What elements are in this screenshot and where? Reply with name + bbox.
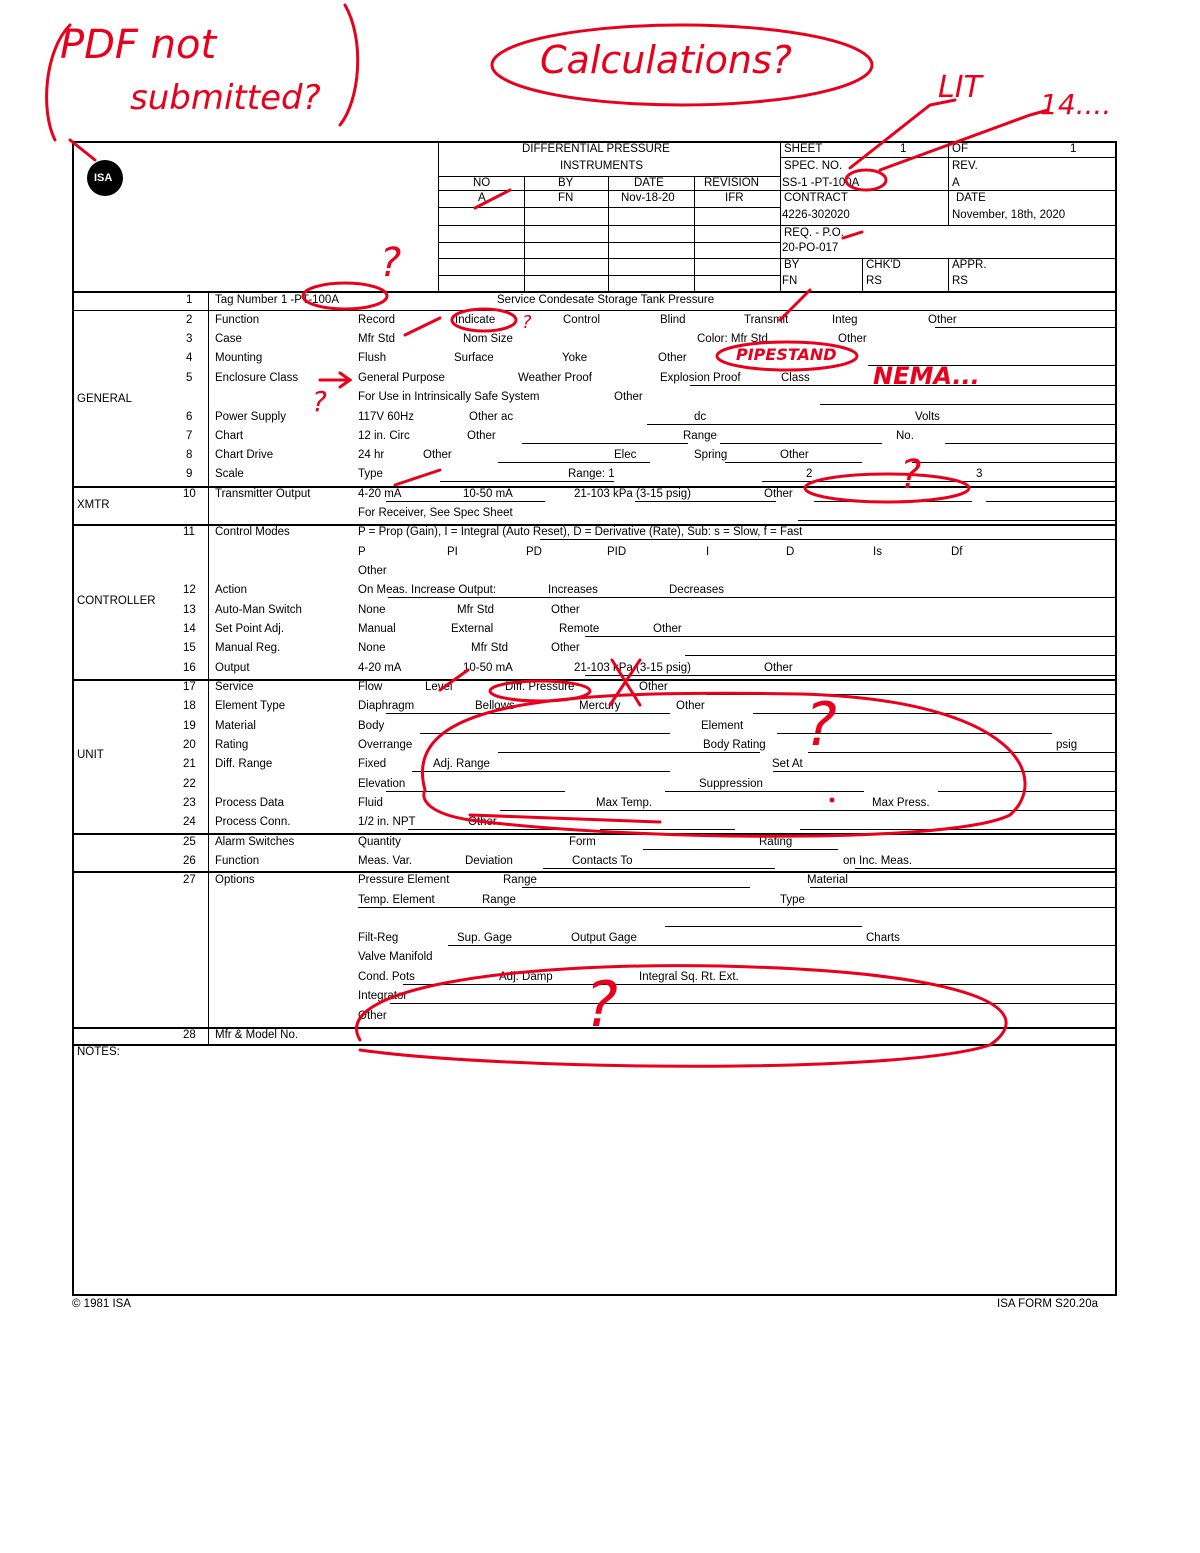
line-label: Service (215, 681, 254, 693)
sheet-value: 1 (900, 143, 907, 155)
markup-question-tag: ? (380, 240, 402, 286)
line-number: 23 (183, 797, 196, 809)
field-label: Color: Mfr Std (697, 333, 768, 345)
field-label: Decreases (669, 584, 724, 596)
line-label: Process Data (215, 797, 285, 809)
field-label: PD (526, 546, 542, 558)
field-label: Tag Number 1 -PT-100A (215, 294, 340, 306)
field-label: P (358, 546, 366, 558)
markup-submitted: submitted? (130, 78, 321, 118)
rev-col-revision: REVISION (704, 177, 759, 189)
line-number: 25 (183, 836, 196, 848)
field-label: Cond. Pots (358, 971, 415, 983)
field-label: psig (1056, 739, 1078, 751)
rev-col-by: BY (558, 177, 574, 189)
field-label: Spring (694, 449, 728, 461)
chkd-value: RS (866, 275, 882, 287)
line-number: 6 (186, 411, 193, 423)
line-number: 4 (186, 352, 193, 364)
field-label: Type (358, 468, 383, 480)
field-label: 2 (806, 468, 813, 480)
rev-col-no: NO (473, 177, 491, 189)
markup-underline-process (470, 815, 660, 822)
markup-tick-req (843, 232, 862, 238)
footer-form-number: ISA FORM S20.20a (997, 1298, 1098, 1310)
field-label: Meas. Var. (358, 855, 413, 867)
field-label: 24 hr (358, 449, 385, 461)
field-label: 4-20 mA (358, 662, 402, 674)
section-notes: NOTES: (77, 1046, 120, 1058)
markup-tick-record (405, 318, 440, 335)
line-number: 17 (183, 681, 196, 693)
line-label: Rating (215, 739, 249, 751)
markup-question-scale: ? (900, 452, 922, 498)
field-label: Blind (660, 314, 686, 326)
field-label: P = Prop (Gain), I = Integral (Auto Reset), D = Derivative (Rate), Sub: s = Slow, f = Fast (358, 526, 803, 538)
field-label: Elec (614, 449, 637, 461)
field-label: Range (482, 894, 516, 906)
rev-label: REV. (952, 160, 978, 172)
field-label: Other (764, 488, 793, 500)
line-label: Diff. Range (215, 758, 273, 770)
form-subtitle: INSTRUMENTS (560, 160, 644, 172)
markup-circle-tag (303, 283, 387, 309)
spec-label: SPEC. NO. (784, 160, 843, 172)
field-label: Diff. Pressure (505, 681, 575, 693)
rev-date-value: Nov-18-20 (621, 192, 675, 204)
markup-tick-level (440, 670, 468, 690)
field-label: 3 (976, 468, 983, 480)
markup-14: 14.... (1040, 88, 1112, 121)
markup-arrow-lit (850, 100, 955, 168)
field-label: Type (780, 894, 805, 906)
line-label: Chart Drive (215, 449, 274, 461)
markup-circle-other-output (805, 474, 969, 502)
field-label: Is (873, 546, 882, 558)
field-label: Increases (548, 584, 598, 596)
markup-circle-indicate (452, 309, 516, 331)
field-label: Deviation (465, 855, 513, 867)
line-label: Process Conn. (215, 816, 291, 828)
field-label: Element (701, 720, 744, 732)
markup-arrow-transmit (780, 290, 810, 320)
field-label: Flow (358, 681, 383, 693)
spec-value: SS-1 -PT-100A (782, 177, 860, 189)
field-label: Integ (832, 314, 858, 326)
line-label: Case (215, 333, 242, 345)
field-label: Yoke (562, 352, 588, 364)
field-label: Diaphragm (358, 700, 415, 712)
markup-circle-spec (846, 170, 886, 190)
field-label: None (358, 642, 386, 654)
field-label: Mfr Std (358, 333, 396, 345)
rev-revision-value: IFR (725, 192, 744, 204)
field-label: Charts (866, 932, 900, 944)
rev-by-value: FN (558, 192, 574, 204)
field-label: Other ac (469, 411, 514, 423)
field-label: Integrator (358, 990, 408, 1002)
field-label: Set At (772, 758, 803, 770)
form-title: DIFFERENTIAL PRESSURE (522, 143, 670, 155)
line-label: Scale (215, 468, 244, 480)
markup-tick-rev (475, 190, 510, 208)
field-label: Range (503, 874, 537, 886)
line-number: 21 (183, 758, 196, 770)
field-label: 21-103 kPa (3-15 psig) (574, 488, 691, 500)
line-label: Manual Reg. (215, 642, 281, 654)
markup-question-unit: ? (805, 690, 837, 760)
field-label: Quantity (358, 836, 401, 848)
line-number: 24 (183, 816, 196, 828)
line-number: 12 (183, 584, 196, 596)
markup-pdf-not: PDF not (60, 22, 217, 68)
line-label: Material (215, 720, 256, 732)
field-label: Surface (454, 352, 494, 364)
field-label: D (786, 546, 795, 558)
field-label: Mfr Std (471, 642, 509, 654)
field-label: Mercury (579, 700, 621, 712)
field-label: Other (358, 565, 387, 577)
field-label: None (358, 604, 386, 616)
field-label: Other (639, 681, 668, 693)
line-number: 14 (183, 623, 196, 635)
line-number: 2 (186, 314, 193, 326)
date-label: DATE (956, 192, 986, 204)
line-number: 10 (183, 488, 196, 500)
field-label: Transmit (744, 314, 789, 326)
field-label: Material (807, 874, 848, 886)
line-number: 8 (186, 449, 193, 461)
field-label: Nom Size (463, 333, 513, 345)
line-number: 11 (183, 526, 195, 538)
line-number: 20 (183, 739, 196, 751)
field-label: Other (551, 604, 580, 616)
field-label: Control (563, 314, 601, 326)
field-label: Other (423, 449, 452, 461)
markup-arrow-logo (70, 140, 95, 160)
line-label: Options (215, 874, 255, 886)
field-label: Range (683, 430, 717, 442)
field-label: dc (694, 411, 707, 423)
markup-nema: NEMA... (873, 362, 980, 390)
line-number: 13 (183, 604, 196, 616)
field-label: Fixed (358, 758, 387, 770)
chkd-label: CHK'D (866, 259, 901, 271)
field-label: Class (781, 372, 810, 384)
line-number: 16 (183, 662, 196, 674)
section-general: GENERAL (77, 393, 132, 405)
markup-question-enclosure: ? (312, 385, 327, 418)
line-label: Action (215, 584, 247, 596)
field-label: Volts (915, 411, 940, 423)
line-number: 5 (186, 372, 193, 384)
markup-pipestand: PIPESTAND (736, 345, 837, 364)
markup-question-indicate: ? (522, 312, 532, 333)
field-label: 4-20 mA (358, 488, 402, 500)
field-label: General Purpose (358, 372, 445, 384)
line-number: 19 (183, 720, 196, 732)
footer-copyright: © 1981 ISA (72, 1298, 131, 1310)
field-label: Integral Sq. Rt. Ext. (639, 971, 739, 983)
markup-arrow-14 (880, 110, 1048, 170)
field-label: External (451, 623, 494, 635)
field-label: 10-50 mA (463, 662, 513, 674)
field-label: Other (551, 642, 580, 654)
line-number: 18 (183, 700, 196, 712)
field-label: Range: 1 (568, 468, 615, 480)
appr-label: APPR. (952, 259, 987, 271)
field-label: Max Temp. (596, 797, 653, 809)
field-label: Max Press. (872, 797, 930, 809)
line-number: 28 (183, 1029, 196, 1041)
line-label: Set Point Adj. (215, 623, 285, 635)
field-label: Other (764, 662, 793, 674)
date-value: November, 18th, 2020 (952, 209, 1066, 221)
section-xmtr: XMTR (77, 499, 110, 511)
field-label: Overrange (358, 739, 413, 751)
field-label: on Inc. Meas. (843, 855, 913, 867)
by-label: BY (784, 259, 800, 271)
line-label: Auto-Man Switch (215, 604, 302, 616)
field-label: Bellows (475, 700, 515, 712)
field-label: Indicate (455, 314, 496, 326)
field-label: Elevation (358, 778, 406, 790)
field-label: Suppression (699, 778, 763, 790)
field-label: Adj. Range (433, 758, 490, 770)
markup-circle-options (357, 966, 1007, 1067)
req-label: REQ. - P.O. (784, 227, 844, 239)
field-label: Other (676, 700, 705, 712)
line-number: 7 (186, 430, 193, 442)
line-label: Mounting (215, 352, 263, 364)
of-label: OF (952, 143, 968, 155)
field-label: Manual (358, 623, 396, 635)
of-value: 1 (1070, 143, 1077, 155)
field-label: 21-103 kPa (3-15 psig) (574, 662, 691, 674)
rev-value: A (952, 177, 960, 189)
field-label: Other (467, 430, 496, 442)
markup-paren-right (340, 5, 358, 125)
field-label: Pressure Element (358, 874, 450, 886)
field-label: Output Gage (571, 932, 637, 944)
line-number: 27 (183, 874, 196, 886)
line-number: 9 (186, 468, 193, 480)
contract-label: CONTRACT (784, 192, 848, 204)
field-label: Adj. Damp (499, 971, 553, 983)
contract-value: 4226-302020 (782, 209, 850, 221)
field-label: Fluid (358, 797, 383, 809)
line-number: 1 (186, 294, 193, 306)
field-label: Other (468, 816, 497, 828)
line-label: Alarm Switches (215, 836, 295, 848)
logo-text: ISA (94, 172, 113, 184)
markup-question-options: ? (585, 968, 618, 1041)
field-label: Temp. Element (358, 894, 435, 906)
field-label: Weather Proof (518, 372, 592, 384)
field-label: Filt-Reg (358, 932, 399, 944)
field-label: For Receiver, See Spec Sheet (358, 507, 513, 519)
markup-circle-unit-fields (422, 693, 1025, 836)
field-label: Other (928, 314, 957, 326)
field-label: Level (425, 681, 453, 693)
sheet-label: SHEET (784, 143, 823, 155)
field-label: Record (358, 314, 396, 326)
line-label: Transmitter Output (215, 488, 311, 500)
appr-value: RS (952, 275, 968, 287)
line-label: Element Type (215, 700, 286, 712)
rev-no-value: A (478, 192, 486, 204)
field-label: Service Condesate Storage Tank Pressure (497, 294, 715, 306)
field-label: Other (658, 352, 687, 364)
line-label: Chart (215, 430, 244, 442)
field-label: Sup. Gage (457, 932, 512, 944)
line-number: 15 (183, 642, 196, 654)
section-controller: CONTROLLER (77, 595, 156, 607)
line-label: Mfr & Model No. (215, 1029, 299, 1041)
field-label: Other (358, 1010, 387, 1022)
field-label: Remote (559, 623, 600, 635)
field-label: Contacts To (572, 855, 633, 867)
line-number: 22 (183, 778, 196, 790)
field-label: PID (607, 546, 627, 558)
field-label: Other (653, 623, 682, 635)
field-label: No. (896, 430, 914, 442)
by-value: FN (782, 275, 798, 287)
field-label: Valve Manifold (358, 951, 433, 963)
line-label: Enclosure Class (215, 372, 299, 384)
field-label: 117V 60Hz (358, 411, 415, 423)
field-label: Body Rating (703, 739, 766, 751)
line-label: Power Supply (215, 411, 286, 423)
rev-col-date: DATE (634, 177, 664, 189)
field-label: Df (951, 546, 963, 558)
field-label: I (706, 546, 710, 558)
req-value: 20-PO-017 (782, 242, 839, 254)
markup-tick-scale (395, 470, 440, 485)
field-label: 10-50 mA (463, 488, 513, 500)
markup-lit: LIT (938, 70, 982, 105)
field-label: Form (569, 836, 596, 848)
section-unit: UNIT (77, 749, 104, 761)
line-label: Function (215, 855, 260, 867)
field-label: Explosion Proof (660, 372, 741, 384)
field-label: Flush (358, 352, 387, 364)
markup-calculations: Calculations? (540, 38, 792, 82)
field-label: 12 in. Circ (358, 430, 410, 442)
field-label: Rating (759, 836, 793, 848)
line-label: Output (215, 662, 250, 674)
field-label: PI (447, 546, 458, 558)
field-label: Other (838, 333, 867, 345)
line-number: 3 (186, 333, 193, 345)
markup-cross-output (610, 660, 640, 705)
field-label: On Meas. Increase Output: (358, 584, 497, 596)
line-number: 26 (183, 855, 196, 867)
line-label: Control Modes (215, 526, 290, 538)
line-label: Function (215, 314, 260, 326)
field-label: 1/2 in. NPT (358, 816, 416, 828)
field-label: Mfr Std (457, 604, 495, 616)
field-label: For Use in Intrinsically Safe System (358, 391, 540, 403)
field-label: Other (780, 449, 809, 461)
field-label: Other (614, 391, 643, 403)
field-label: Body (358, 720, 385, 732)
